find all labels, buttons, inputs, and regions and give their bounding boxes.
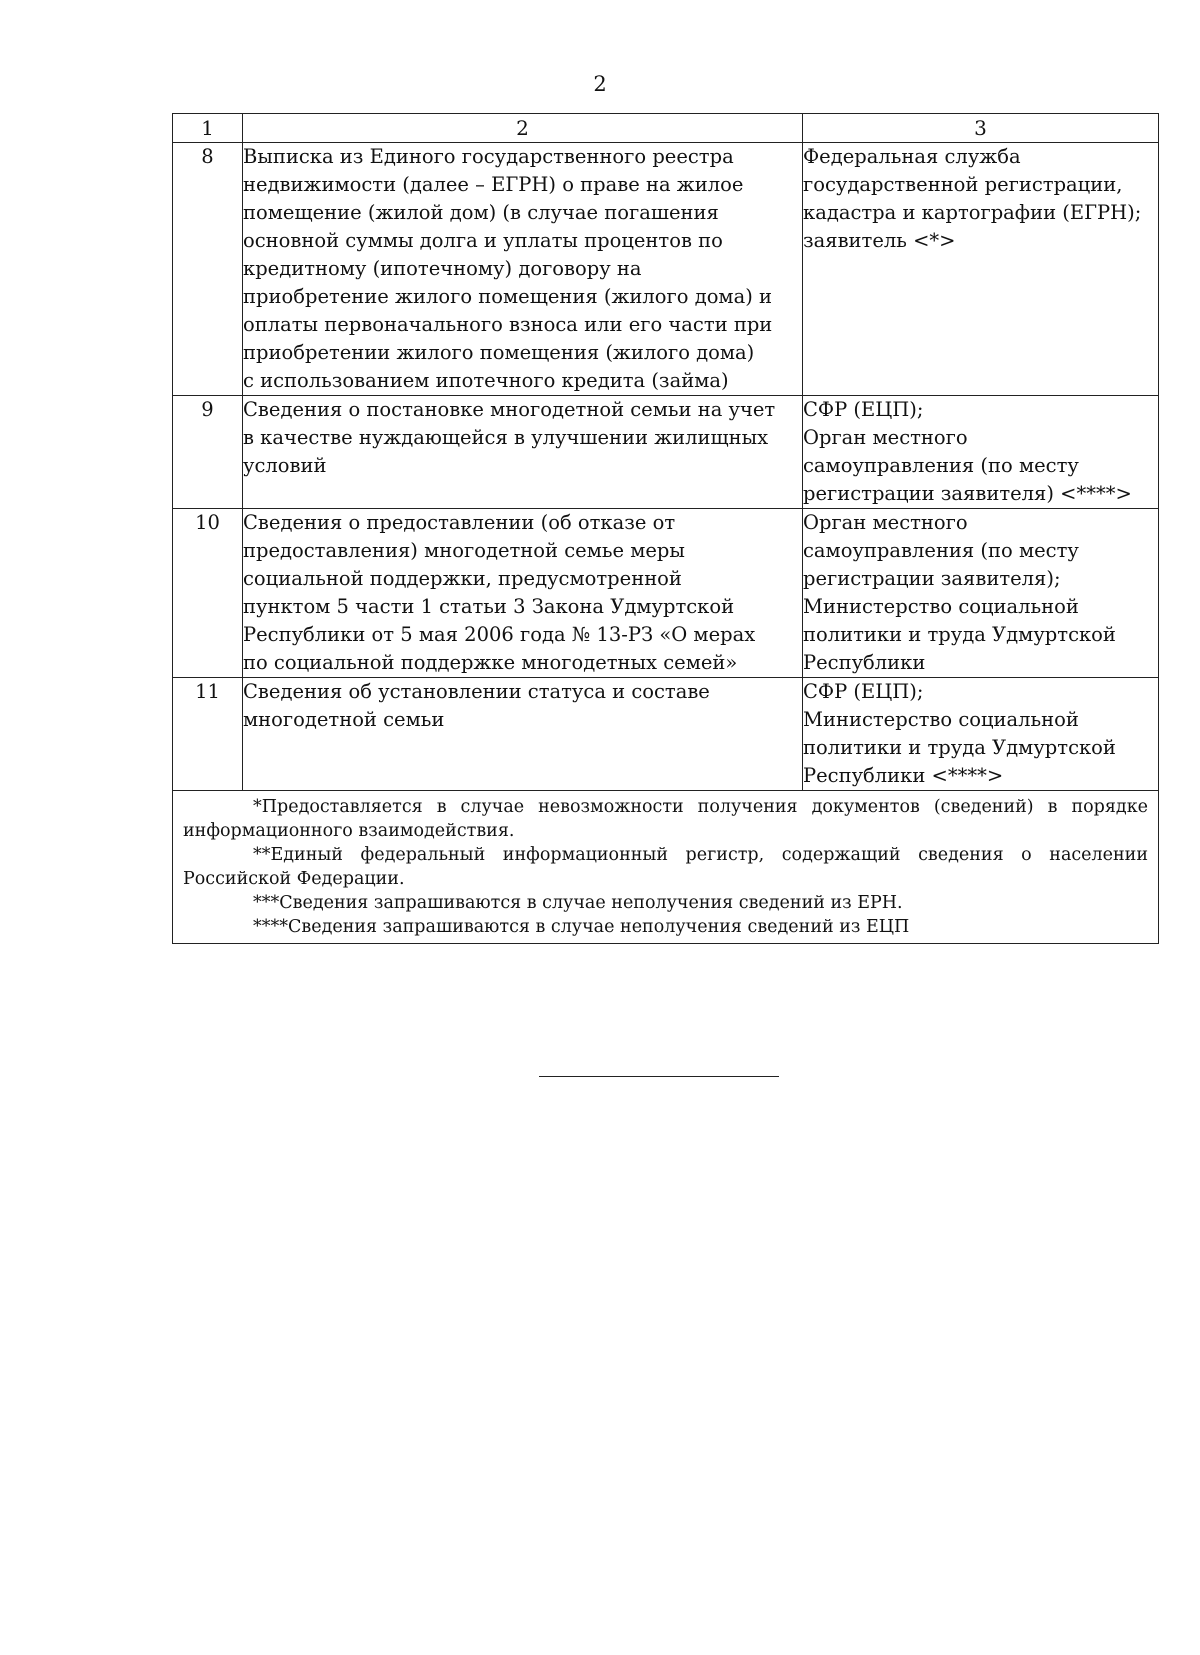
footnotes-row — [173, 791, 1159, 944]
row-number: 8 — [173, 143, 243, 396]
footnote-1: *Предоставляется в случае невозможности получения документов (сведений) в порядке — [253, 797, 1148, 817]
document-description — [243, 143, 803, 396]
document-line: кредитному (ипотечному) договору на — [243, 257, 642, 280]
row-number: 9 — [173, 396, 243, 509]
document-line: условий — [243, 454, 327, 477]
source-line: Федеральная служба — [803, 145, 1021, 168]
table-header-row — [173, 114, 1159, 143]
closing-divider-line — [539, 1076, 779, 1077]
source-line: Министерство социальной — [803, 708, 1079, 731]
source-line: СФР (ЕЦП); — [803, 680, 924, 703]
document-line: недвижимости (далее – ЕГРН) о праве на жилое — [243, 173, 744, 196]
source-organization — [803, 143, 1159, 396]
footnote-1-continued: информационного взаимодействия. — [183, 821, 515, 841]
source-line: государственной регистрации, — [803, 173, 1123, 196]
source-line: Республики <****> — [803, 764, 1004, 787]
source-line: политики и труда Удмуртской — [803, 623, 1116, 646]
source-line: заявитель <*> — [803, 229, 956, 252]
document-line: Сведения об установлении статуса и составе — [243, 680, 710, 703]
document-line: социальной поддержки, предусмотренной — [243, 567, 682, 590]
document-line: в качестве нуждающейся в улучшении жилищных — [243, 426, 769, 449]
footnote-3: ***Сведения запрашиваются в случае неполучения сведений из ЕРН. — [253, 893, 903, 913]
source-line: самоуправления (по месту — [803, 539, 1079, 562]
header-cell-3: 3 — [803, 114, 1159, 143]
document-line: Сведения о постановке многодетной семьи на учет — [243, 398, 776, 421]
table-row — [173, 396, 1159, 509]
source-line: политики и труда Удмуртской — [803, 736, 1116, 759]
table-row — [173, 678, 1159, 791]
footnote-2-continued: Российской Федерации. — [183, 869, 405, 889]
document-line: Республики от 5 мая 2006 года № 13-РЗ «О мерах — [243, 623, 756, 646]
source-line: регистрации заявителя); — [803, 567, 1061, 590]
document-description — [243, 509, 803, 678]
document-line: помещение (жилой дом) (в случае погашения — [243, 201, 719, 224]
source-line: Орган местного — [803, 511, 968, 534]
document-line: Сведения о предоставлении (об отказе от — [243, 511, 676, 534]
table-row — [173, 143, 1159, 396]
documents-table — [172, 113, 1159, 944]
row-number: 10 — [173, 509, 243, 678]
row-number: 11 — [173, 678, 243, 791]
source-line: Министерство социальной — [803, 595, 1079, 618]
document-line: по социальной поддержке многодетных семей» — [243, 651, 738, 674]
source-line: Республики — [803, 651, 926, 674]
source-line: СФР (ЕЦП); — [803, 398, 924, 421]
source-organization — [803, 396, 1159, 509]
document-description — [243, 396, 803, 509]
header-cell-2: 2 — [243, 114, 803, 143]
source-line: регистрации заявителя) <****> — [803, 482, 1132, 505]
source-organization — [803, 509, 1159, 678]
page-number: 2 — [593, 72, 607, 96]
document-line: основной суммы долга и уплаты процентов по — [243, 229, 723, 252]
table-row — [173, 509, 1159, 678]
document-line: с использованием ипотечного кредита (займа) — [243, 369, 729, 392]
footnote-2: **Единый федеральный информационный регистр, содержащий сведения о населении — [253, 845, 1148, 865]
source-line: кадастра и картографии (ЕГРН); — [803, 201, 1142, 224]
source-line: самоуправления (по месту — [803, 454, 1079, 477]
document-line: приобретении жилого помещения (жилого дома) — [243, 341, 755, 364]
document-line: пунктом 5 части 1 статьи 3 Закона Удмуртской — [243, 595, 735, 618]
document-line: предоставления) многодетной семье меры — [243, 539, 685, 562]
source-line: Орган местного — [803, 426, 968, 449]
source-organization — [803, 678, 1159, 791]
footnotes — [173, 791, 1159, 944]
document-description — [243, 678, 803, 791]
header-cell-1: 1 — [173, 114, 243, 143]
document-line: оплаты первоначального взноса или его части при — [243, 313, 773, 336]
document-line: Выписка из Единого государственного реестра — [243, 145, 734, 168]
document-line: приобретение жилого помещения (жилого дома) и — [243, 285, 773, 308]
document-line: многодетной семьи — [243, 708, 445, 731]
footnote-4: ****Сведения запрашиваются в случае неполучения сведений из ЕЦП — [253, 917, 910, 937]
